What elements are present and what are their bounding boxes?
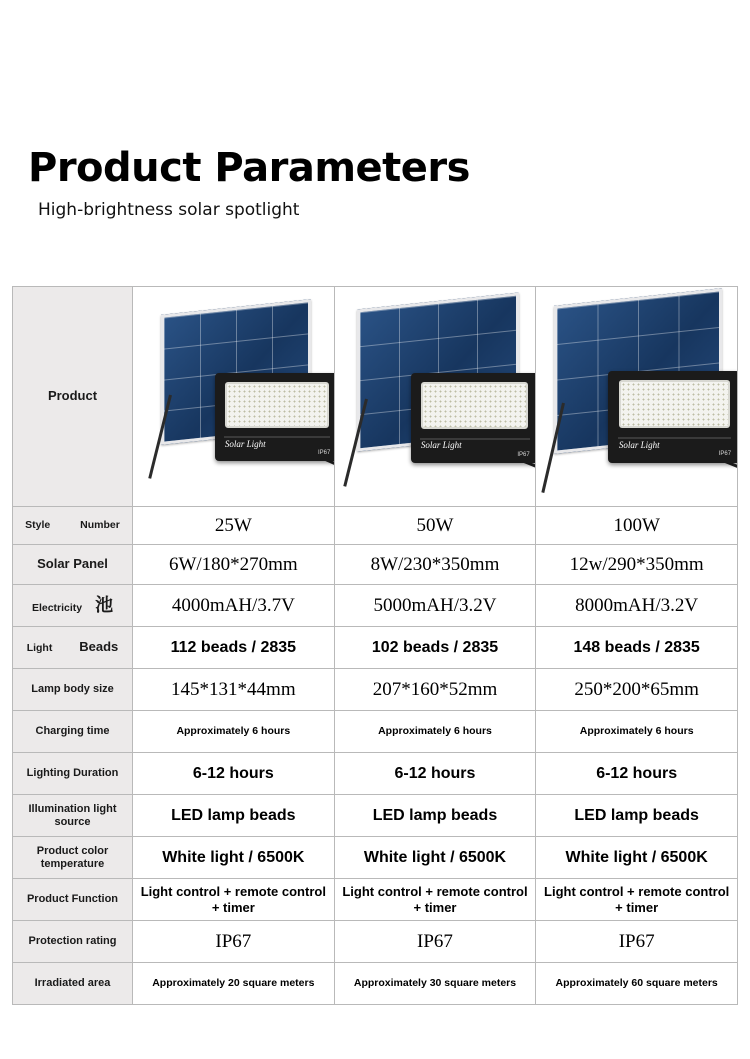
- value-product-function-25w: Light control + remote control + timer: [133, 879, 335, 921]
- row-label-electricity: [13, 585, 133, 627]
- value-lighting-duration-25w: 6-12 hours: [133, 753, 335, 795]
- table-row-charging-time: [13, 711, 738, 753]
- table-row-lighting-duration: [13, 753, 738, 795]
- value-charging-time-100w: Approximately 6 hours: [536, 711, 738, 753]
- value-style-25w: 25W: [133, 507, 335, 545]
- table-row-color-temperature: [13, 837, 738, 879]
- value-color-temperature-50w: White light / 6500K: [334, 837, 536, 879]
- lamp-ip-label: IP67: [317, 449, 331, 456]
- value-lighting-duration-50w: 6-12 hours: [334, 753, 536, 795]
- value-lamp-body-size-50w: 207*160*52mm: [334, 669, 536, 711]
- row-label-lamp-body-size: Lamp body size: [13, 669, 133, 711]
- value-lighting-duration-100w: 6-12 hours: [536, 753, 738, 795]
- lamp-ip-label: IP67: [517, 451, 530, 458]
- value-irradiated-area-100w: Approximately 60 square meters: [536, 963, 738, 1005]
- value-protection-rating-50w: IP67: [334, 921, 536, 963]
- row-label-charging-time: Charging time: [13, 711, 133, 753]
- value-lamp-body-size-100w: 250*200*65mm: [536, 669, 738, 711]
- row-label-product: Product: [13, 287, 133, 507]
- lamp-bar-icon: [420, 438, 530, 440]
- table-row-illumination-source: [13, 795, 738, 837]
- value-illumination-source-100w: LED lamp beads: [536, 795, 738, 837]
- value-irradiated-area-25w: Approximately 20 square meters: [133, 963, 335, 1005]
- lamp-brand-label: Solar Light: [224, 438, 266, 449]
- value-illumination-source-50w: LED lamp beads: [334, 795, 536, 837]
- row-label-electricity-cjk: 池: [95, 595, 114, 616]
- value-color-temperature-100w: White light / 6500K: [536, 837, 738, 879]
- led-face-icon: [225, 382, 329, 428]
- row-label-irradiated-area: Irradiated area: [13, 963, 133, 1005]
- value-light-beads-25w: 112 beads / 2835: [133, 627, 335, 669]
- value-illumination-source-25w: LED lamp beads: [133, 795, 335, 837]
- table-row-light-beads: [13, 627, 738, 669]
- value-color-temperature-25w: White light / 6500K: [133, 837, 335, 879]
- table-row-lamp-body-size: [13, 669, 738, 711]
- value-product-function-100w: Light control + remote control + timer: [536, 879, 738, 921]
- value-electricity-100w: 8000mAH/3.2V: [536, 585, 738, 627]
- value-solar-panel-25w: 6W/180*270mm: [133, 545, 335, 585]
- lamp-bar-icon: [618, 437, 732, 439]
- lamp-brand-label: Solar Light: [618, 440, 660, 451]
- table-row-solar-panel: [13, 545, 738, 585]
- value-irradiated-area-50w: Approximately 30 square meters: [334, 963, 536, 1005]
- row-label-lighting-duration: Lighting Duration: [13, 753, 133, 795]
- table-row-irradiated-area: [13, 963, 738, 1005]
- table-row-product: [13, 287, 738, 507]
- value-product-function-50w: Light control + remote control + timer: [334, 879, 536, 921]
- flood-lamp-icon: [608, 371, 737, 463]
- row-label-light-text: Light: [26, 642, 53, 655]
- row-label-style-text: Style: [25, 519, 51, 532]
- value-style-50w: 50W: [334, 507, 536, 545]
- page-subtitle: High-brightness solar spotlight: [38, 200, 300, 220]
- value-electricity-50w: 5000mAH/3.2V: [334, 585, 536, 627]
- table-row-style: [13, 507, 738, 545]
- row-label-electricity-text: Electricity: [31, 602, 83, 615]
- row-label-light-beads: [13, 627, 133, 669]
- page-title: Product Parameters: [28, 144, 470, 191]
- product-image-50w: [334, 287, 536, 507]
- table-row-electricity: [13, 585, 738, 627]
- value-protection-rating-25w: IP67: [133, 921, 335, 963]
- table-row-protection-rating: [13, 921, 738, 963]
- parameters-table: [12, 286, 738, 1005]
- value-electricity-25w: 4000mAH/3.7V: [133, 585, 335, 627]
- led-face-icon: [619, 380, 730, 428]
- led-face-icon: [421, 382, 529, 429]
- flood-lamp-icon: [215, 373, 334, 461]
- value-style-100w: 100W: [536, 507, 738, 545]
- product-image-25w: [133, 287, 335, 507]
- value-lamp-body-size-25w: 145*131*44mm: [133, 669, 335, 711]
- row-label-protection-rating: Protection rating: [13, 921, 133, 963]
- row-label-beads-text: Beads: [79, 639, 119, 655]
- table-row-product-function: [13, 879, 738, 921]
- row-label-number-text: Number: [80, 519, 120, 532]
- lamp-ip-label: IP67: [718, 451, 732, 458]
- row-label-color-temperature: Product color temperature: [13, 837, 133, 879]
- lamp-brand-label: Solar Light: [420, 440, 462, 451]
- value-solar-panel-100w: 12w/290*350mm: [536, 545, 738, 585]
- row-label-illumination-source: Illumination light source: [13, 795, 133, 837]
- value-light-beads-50w: 102 beads / 2835: [334, 627, 536, 669]
- flood-lamp-icon: [411, 373, 536, 463]
- value-charging-time-50w: Approximately 6 hours: [334, 711, 536, 753]
- value-light-beads-100w: 148 beads / 2835: [536, 627, 738, 669]
- row-label-product-function: Product Function: [13, 879, 133, 921]
- product-image-100w: [536, 287, 738, 507]
- row-label-style: [13, 507, 133, 545]
- value-charging-time-25w: Approximately 6 hours: [133, 711, 335, 753]
- value-protection-rating-100w: IP67: [536, 921, 738, 963]
- row-label-solar-panel: Solar Panel: [13, 545, 133, 585]
- value-solar-panel-50w: 8W/230*350mm: [334, 545, 536, 585]
